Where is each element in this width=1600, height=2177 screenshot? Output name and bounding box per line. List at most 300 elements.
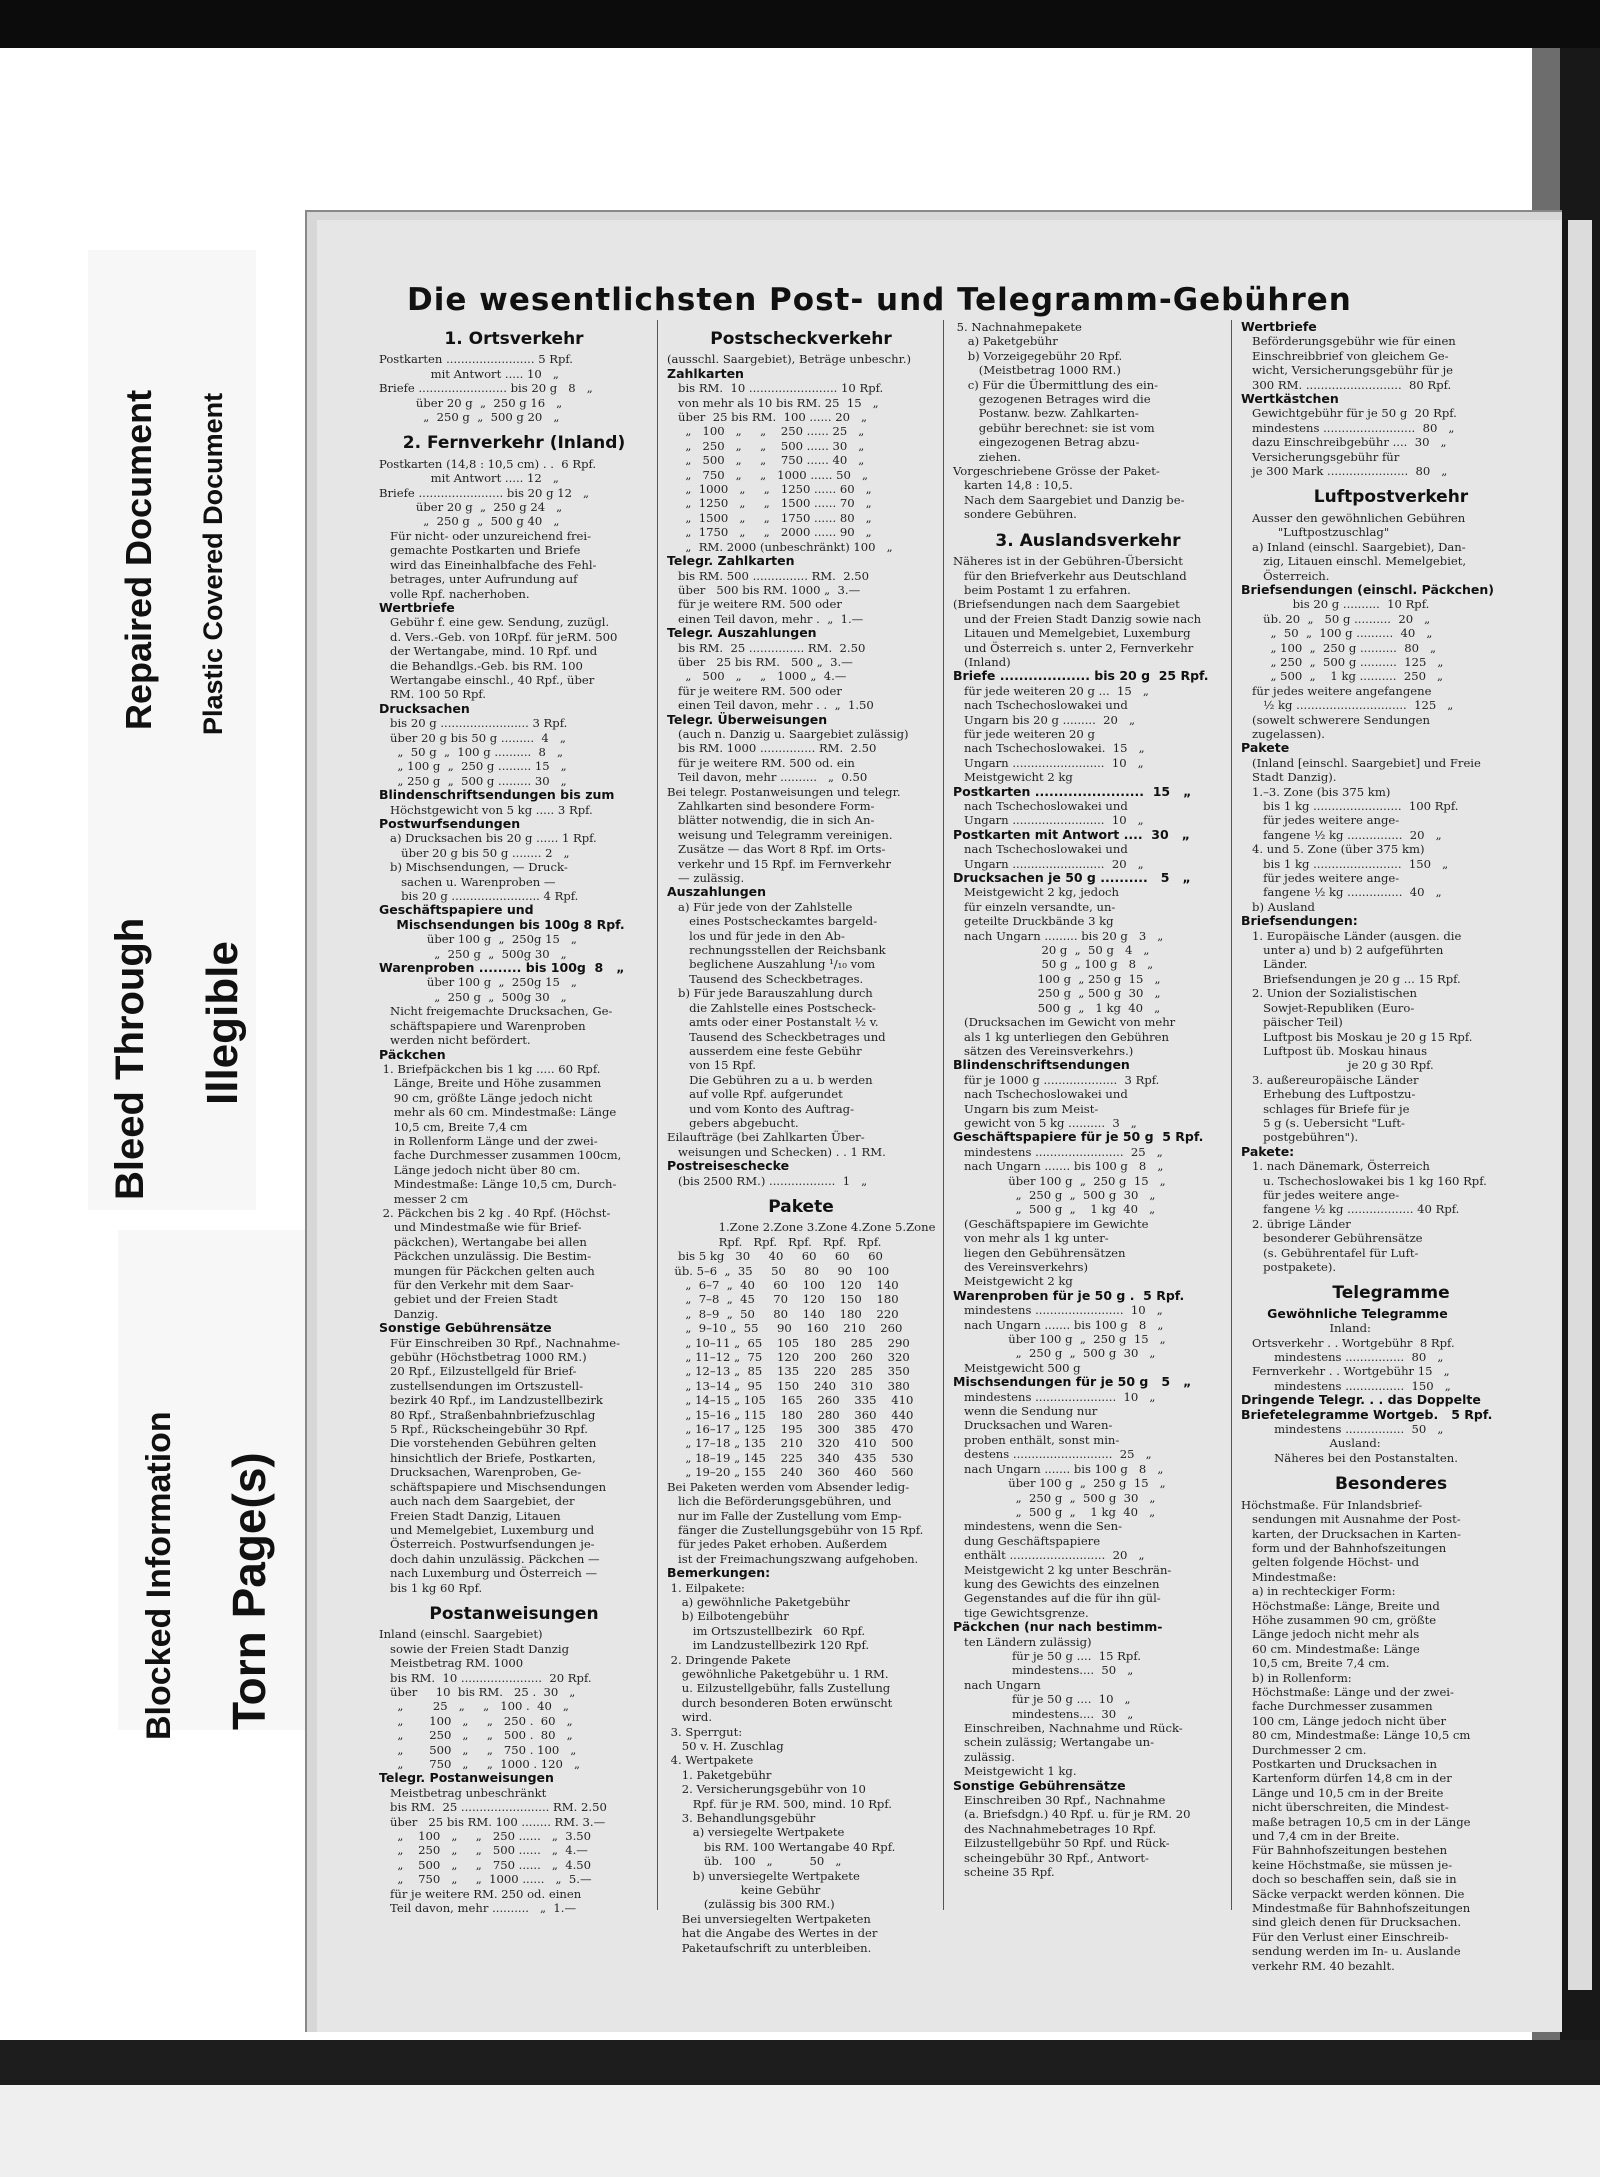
- text-line: 1.Zone 2.Zone 3.Zone 4.Zone 5.Zone: [667, 1220, 936, 1235]
- text-line: Drucksachen und Waren-: [953, 1418, 1113, 1433]
- text-line: „ 8–9 „ 50 80 140 180 220: [667, 1306, 899, 1321]
- text-line: über 20 g bis 50 g ......... 4 „: [379, 730, 566, 745]
- text-line: ½ kg .............................. 125 „: [1241, 698, 1454, 713]
- label-illegible: Illegible: [198, 941, 247, 1105]
- text-line: Meistbetrag unbeschränkt: [379, 1785, 547, 1800]
- text-line: sachen u. Warenproben —: [379, 874, 556, 889]
- text-line: „ 250 g „ 500 g ......... 30 „: [379, 773, 567, 788]
- text-line: 1. nach Dänemark, Österreich: [1241, 1159, 1430, 1174]
- text-line: (a. Briefsdgn.) 40 Rpf. u. für je RM. 20: [953, 1807, 1191, 1822]
- text-line: einen Teil davon, mehr . „ 1.—: [667, 611, 864, 626]
- text-line: „ 250 g „ 500 g 30 „: [953, 1490, 1156, 1505]
- text-line: über 100 g „ 250 g 15 „: [953, 1476, 1166, 1491]
- text-line: Rpf. Rpf. Rpf. Rpf. Rpf.: [667, 1234, 882, 1249]
- text-line: auch nach dem Saargebiet, der: [379, 1494, 575, 1509]
- text-line: „ 500 „ „ 750 ...... 40 „: [667, 453, 865, 468]
- text-line: des Nachnahmebetrages 10 Rpf.: [953, 1821, 1157, 1836]
- text-line: messer 2 cm: [379, 1191, 469, 1206]
- text-line: gebiet und der Freien Stadt: [379, 1292, 558, 1307]
- text-line: „ 250 g „ 500g 30 „: [379, 989, 567, 1004]
- text-line: tige Gewichtsgrenze.: [953, 1605, 1089, 1620]
- text-line: über 20 g „ 250 g 24 „: [379, 500, 563, 515]
- text-line: gemachte Postkarten und Briefe: [379, 543, 581, 558]
- text-line: hat die Angabe des Wertes in der: [667, 1926, 878, 1941]
- text-line: betrages, unter Aufrundung auf: [379, 572, 578, 587]
- text-line: „ 6–7 „ 40 60 100 120 140: [667, 1278, 899, 1292]
- text-line: „ 250 „ 500 g .......... 125 „: [1241, 654, 1444, 669]
- text-line: 10,5 cm, Breite 7,4 cm.: [1241, 1656, 1390, 1671]
- label-torn-pages: Torn Page(s): [223, 1452, 275, 1730]
- right-page-strip: [1568, 220, 1592, 1990]
- text-line: „ 500 „ „ 1000 „ 4.—: [667, 669, 847, 684]
- text-line: wird das Eineinhalbfache des Fehl-: [379, 557, 597, 572]
- text-line: Die Gebühren zu a u. b werden: [667, 1072, 873, 1087]
- text-line: beglichene Auszahlung ¹/₁₀ vom: [667, 957, 876, 972]
- text-line: in Rollenform Länge und der zwei-: [379, 1133, 598, 1148]
- text-line: Postanw. bezw. Zahlkarten-: [953, 406, 1139, 421]
- bottom-black-bar: [0, 2040, 1600, 2085]
- subsection-heading: Bemerkungen:: [667, 1565, 771, 1581]
- text-line: 500 g „ 1 kg 40 „: [953, 1000, 1161, 1015]
- text-line: (Drucksachen im Gewicht von mehr: [953, 1015, 1176, 1030]
- text-line: rechnungsstellen der Reichsbank: [667, 943, 886, 958]
- text-line: Höchstmaße: Länge und der zwei-: [1241, 1684, 1454, 1699]
- text-line: lich die Beförderungsgebühren, und: [667, 1494, 892, 1509]
- text-line: und der Freien Stadt Danzig sowie nach: [953, 611, 1202, 626]
- text-line: 3. außereuropäische Länder: [1241, 1072, 1419, 1087]
- text-line: ten Ländern zulässig): [953, 1634, 1092, 1649]
- column-3: [953, 320, 1223, 1879]
- text-line: volle Rpf. nacherhoben.: [379, 586, 530, 601]
- text-line: Einschreiben 30 Rpf., Nachnahme: [953, 1793, 1166, 1808]
- column-1: [379, 320, 649, 1915]
- text-line: gebers abgebucht.: [667, 1115, 799, 1130]
- text-line: als 1 kg unterliegen den Gebühren: [953, 1029, 1169, 1044]
- text-line: „ 750 „ „ 1000 ...... „ 5.—: [379, 1872, 592, 1887]
- text-line: 60 cm. Mindestmaße: Länge: [1241, 1641, 1420, 1656]
- text-line: a) versiegelte Wertpakete: [667, 1825, 845, 1840]
- label-repaired-document: Repaired Document: [118, 389, 159, 730]
- text-line: Höchstmaße: Länge, Breite und: [1241, 1598, 1440, 1613]
- text-line: fangene ½ kg ............... 20 „: [1241, 827, 1442, 842]
- subsection-heading: Telegr. Überweisungen: [667, 711, 828, 727]
- text-line: nicht überschreiten, die Mindest-: [1241, 1800, 1449, 1815]
- text-line: Päckchen unzulässig. Die Bestim-: [379, 1249, 592, 1264]
- text-line: 80 cm, Mindestmaße: Länge 10,5 cm: [1241, 1728, 1471, 1743]
- text-line: Danzig.: [379, 1306, 439, 1321]
- text-line: Meistgewicht 2 kg: [953, 770, 1073, 785]
- text-line: 5 Rpf., Rückscheingebühr 30 Rpf.: [379, 1422, 588, 1437]
- text-line: „ 19–20 „ 155 240 360 460 560: [667, 1465, 914, 1480]
- text-line: dung Geschäftspapiere: [953, 1533, 1101, 1548]
- text-line: auf volle Rpf. aufgerundet: [667, 1087, 843, 1102]
- text-line: Ortsverkehr . . Wortgebühr 8 Rpf.: [1241, 1335, 1455, 1350]
- text-line: gewöhnliche Paketgebühr u. 1 RM.: [667, 1666, 889, 1681]
- text-line: (Geschäftspapiere im Gewichte: [953, 1216, 1149, 1231]
- text-line: Teil davon, mehr .......... „ 0.50: [667, 770, 868, 785]
- text-line: b) unversiegelte Wertpakete: [667, 1868, 860, 1883]
- text-line: für je weitere RM. 250 od. einen: [379, 1886, 582, 1901]
- text-line: karten 14,8 : 10,5.: [953, 478, 1073, 493]
- text-line: mindestens ................ 150 „: [1241, 1378, 1451, 1393]
- text-line: mindestens ................ 50 „: [1241, 1422, 1444, 1437]
- subsection-heading: Telegr. Postanweisungen: [379, 1770, 554, 1786]
- text-line: bis 20 g .......... 10 Rpf.: [1241, 597, 1430, 612]
- text-line: „ 250 g „ 500 g 40 „: [379, 514, 560, 529]
- text-line: bis RM. 500 ............... RM. 2.50: [667, 568, 870, 583]
- text-line: 2. Dringende Pakete: [667, 1652, 791, 1667]
- text-line: Vorgeschriebene Grösse der Paket-: [953, 464, 1160, 479]
- text-line: Briefsendungen je 20 g ... 15 Rpf.: [1241, 971, 1461, 986]
- text-line: weisungen und Schecken) . . 1 RM.: [667, 1144, 886, 1159]
- text-line: einen Teil davon, mehr . . „ 1.50: [667, 698, 874, 713]
- text-line: 2. Union der Sozialistischen: [1241, 986, 1418, 1001]
- subsection-heading: Gewöhnliche Telegramme: [1241, 1305, 1448, 1321]
- text-line: 2. Päckchen bis 2 kg . 40 Rpf. (Höchst-: [379, 1205, 611, 1220]
- subsection-heading: Mischsendungen für je 50 g 5 „: [953, 1374, 1192, 1390]
- text-line: Ungarn ......................... 10 „: [953, 755, 1144, 770]
- text-line: nach Ungarn ......... bis 20 g 3 „: [953, 928, 1164, 943]
- text-line: sind gleich denen für Drucksachen.: [1241, 1915, 1462, 1930]
- subsection-heading: Pakete:: [1241, 1143, 1295, 1159]
- text-line: Bei telegr. Postanweisungen und telegr.: [667, 784, 901, 799]
- document-title: Die wesentlichsten Post- und Telegramm-Gebühren: [407, 282, 1352, 318]
- text-line: mit Antwort ..... 12 „: [379, 471, 559, 486]
- section-heading: Pakete: [768, 1196, 834, 1217]
- text-line: fänger die Zustellungsgebühr von 15 Rpf.: [667, 1522, 924, 1537]
- text-line: hinsichtlich der Briefe, Postkarten,: [379, 1450, 596, 1465]
- label-blocked-information: Blocked Information: [140, 1411, 178, 1740]
- text-line: Fernverkehr . . Wortgebühr 15 „: [1241, 1364, 1450, 1379]
- text-line: weisung und Telegramm vereinigen.: [667, 827, 893, 842]
- text-line: destens ........................... 25 „: [953, 1447, 1152, 1462]
- subsection-heading: Geschäftspapiere für je 50 g 5 Rpf.: [953, 1129, 1204, 1145]
- text-line: geteilte Druckbände 3 kg: [953, 914, 1114, 929]
- subsection-heading: Pakete: [1241, 740, 1290, 756]
- text-line: Meistgewicht 2 kg: [953, 1274, 1073, 1289]
- subsection-heading: Postkarten ....................... 15 „: [953, 783, 1192, 799]
- text-line: bezirk 40 Rpf., im Landzustellbezirk: [379, 1393, 603, 1408]
- text-line: enthält .......................... 20 „: [953, 1548, 1145, 1563]
- text-line: Briefe ........................ bis 20 g 8 „: [379, 381, 593, 396]
- text-line: c) Für die Übermittlung des ein-: [953, 377, 1159, 392]
- text-line: „ 17–18 „ 135 210 320 410 500: [667, 1436, 914, 1451]
- text-line: wenn die Sendung nur: [953, 1404, 1098, 1419]
- text-line: fangene ½ kg ............... 40 „: [1241, 885, 1442, 900]
- text-line: „ 16–17 „ 125 195 300 385 470: [667, 1422, 914, 1437]
- top-black-bar: [0, 0, 1600, 48]
- text-line: Näheres bei den Postanstalten.: [1241, 1450, 1458, 1465]
- text-line: Inland (einschl. Saargebiet): [379, 1627, 543, 1642]
- text-line: wicht, Versicherungsgebühr für je: [1241, 363, 1454, 378]
- text-line: für den Verkehr mit dem Saar-: [379, 1278, 574, 1292]
- text-line: unter a) und b) 2 aufgeführten: [1241, 943, 1444, 958]
- text-line: und Mindestmaße wie für Brief-: [379, 1220, 582, 1235]
- text-line: „ 100 „ „ 250 . 60 „: [379, 1713, 573, 1728]
- section-heading: Luftpostverkehr: [1313, 487, 1469, 508]
- text-line: Rpf. für je RM. 500, mind. 10 Rpf.: [667, 1796, 892, 1811]
- text-line: nur im Falle der Zustellung vom Emp-: [667, 1508, 902, 1523]
- text-line: üb. 5–6 „ 35 50 80 90 100: [667, 1263, 890, 1278]
- text-line: Gewichtgebühr für je 50 g 20 Rpf.: [1241, 406, 1457, 421]
- text-line: nach Tschechoslowakei und: [953, 698, 1128, 713]
- text-line: b) Vorzeigegebühr 20 Rpf.: [953, 348, 1123, 363]
- text-line: Ungarn ......................... 20 „: [953, 856, 1144, 871]
- label-plastic-covered: Plastic Covered Document: [198, 392, 228, 735]
- text-line: päckchen), Wertangabe bei allen: [379, 1234, 587, 1249]
- text-line: „ 100 „ „ 250 ...... 25 „: [667, 424, 865, 439]
- text-line: postgebühren").: [1241, 1130, 1359, 1145]
- text-line: Litauen und Memelgebiet, Luxemburg: [953, 626, 1191, 641]
- text-line: b) Für jede Barauszahlung durch: [667, 986, 873, 1001]
- text-line: mit Antwort ..... 10 „: [379, 366, 559, 381]
- text-line: a) Paketgebühr: [953, 334, 1058, 349]
- text-line: „ 250 „ „ 500 ...... 30 „: [667, 438, 865, 453]
- section-heading: 2. Fernverkehr (Inland): [402, 433, 626, 454]
- text-line: schlages für Briefe für je: [1241, 1101, 1410, 1116]
- text-line: Österreich.: [1241, 568, 1330, 583]
- text-line: von mehr als 10 bis RM. 25 15 „: [667, 395, 879, 410]
- text-line: für einzeln versandte, un-: [953, 899, 1116, 914]
- text-line: gelten folgende Höchst- und: [1241, 1555, 1420, 1570]
- text-line: nach Tschechoslowakei und: [953, 799, 1128, 813]
- text-line: b) Ausland: [1241, 899, 1315, 914]
- text-line: Wertangabe einschl., 40 Rpf., über: [379, 672, 595, 687]
- text-line: für jedes weitere ange-: [1241, 871, 1400, 886]
- text-line: Paketaufschrift zu unterbleiben.: [667, 1940, 872, 1955]
- text-line: bis 20 g ........................ 3 Rpf.: [379, 716, 568, 731]
- text-line: eines Postscheckamtes bargeld-: [667, 914, 878, 929]
- text-line: a) Inland (einschl. Saargebiet), Dan-: [1241, 539, 1466, 554]
- text-line: RM. 100 50 Rpf.: [379, 687, 486, 702]
- text-line: bis 5 kg 30 40 60 60 60: [667, 1249, 883, 1264]
- text-line: Ungarn bis zum Meist-: [953, 1101, 1099, 1116]
- text-line: maße betragen 10,5 cm in der Länge: [1241, 1814, 1471, 1829]
- text-line: Gebühr f. eine gew. Sendung, zuzügl.: [379, 615, 610, 630]
- text-line: für je 50 g .... 15 Rpf.: [953, 1648, 1141, 1663]
- text-line: (ausschl. Saargebiet), Beträge unbeschr.): [667, 352, 912, 367]
- text-line: für den Briefverkehr aus Deutschland: [953, 568, 1187, 583]
- text-line: Mindestmaße: Länge 10,5 cm, Durch-: [379, 1177, 617, 1192]
- text-line: (bis 2500 RM.) .................. 1 „: [667, 1173, 868, 1188]
- text-line: zig, Litauen einschl. Memelgebiet,: [1241, 554, 1467, 569]
- text-line: über 25 bis RM. 500 „ 3.—: [667, 654, 853, 669]
- text-line: schein zulässig; Wertangabe un-: [953, 1735, 1155, 1750]
- text-line: für je weitere RM. 500 oder: [667, 597, 842, 612]
- subsection-heading: Sonstige Gebührensätze: [953, 1777, 1126, 1793]
- text-line: über 100 g „ 250 g 15 „: [953, 1173, 1166, 1188]
- text-line: „ 100 g „ 250 g ......... 15 „: [379, 759, 567, 774]
- text-line: für jedes Paket erhoben. Außerdem: [667, 1537, 888, 1552]
- text-line: im Ortszustellbezirk 60 Rpf.: [667, 1623, 866, 1638]
- text-line: gezogenen Betrages wird die: [953, 392, 1151, 407]
- text-line: 1. Europäische Länder (ausgen. die: [1241, 928, 1462, 943]
- text-line: „ 12–13 „ 85 135 220 285 350: [667, 1364, 910, 1379]
- text-line: mindestens, wenn die Sen-: [953, 1519, 1123, 1534]
- label-bleed-through: Bleed Through: [108, 917, 152, 1200]
- text-line: zulässig.: [953, 1749, 1015, 1764]
- text-line: besonderer Gebührensätze: [1241, 1231, 1423, 1246]
- subsection-heading: Drucksachen: [379, 700, 470, 716]
- text-line: Meistgewicht 2 kg, jedoch: [953, 885, 1120, 900]
- text-line: bis 1 kg 60 Rpf.: [379, 1580, 483, 1595]
- column-separator: [943, 320, 944, 1910]
- text-line: (Briefsendungen nach dem Saargebiet: [953, 597, 1180, 612]
- text-line: Bei Paketen werden vom Absender ledig-: [667, 1479, 910, 1494]
- text-line: „ 7–8 „ 45 70 120 150 180: [667, 1292, 899, 1307]
- text-line: für je weitere RM. 500 od. ein: [667, 755, 855, 770]
- text-line: je 300 Mark ...................... 80 „: [1241, 464, 1448, 479]
- text-line: Länge jedoch nicht über 80 cm.: [379, 1162, 581, 1177]
- text-line: Länge und 10,5 cm in der Breite: [1241, 1785, 1444, 1800]
- text-line: 4. Wertpakete: [667, 1753, 754, 1768]
- text-line: zugelassen).: [1241, 726, 1325, 741]
- text-line: über 100 g „ 250g 15 „: [379, 932, 577, 947]
- text-line: werden nicht befördert.: [379, 1033, 531, 1048]
- text-line: beim Postamt 1 zu erfahren.: [953, 582, 1131, 597]
- text-line: Nicht freigemachte Drucksachen, Ge-: [379, 1004, 613, 1019]
- text-line: blätter notwendig, die in sich An-: [667, 813, 875, 828]
- text-line: für jede weiteren 20 g ... 15 „: [953, 683, 1149, 698]
- text-line: über 20 g „ 250 g 16 „: [379, 395, 563, 410]
- scanned-page: [305, 210, 1562, 2032]
- text-line: 2. Versicherungsgebühr von 10: [667, 1782, 866, 1797]
- text-line: über 20 g bis 50 g ........ 2 „: [379, 845, 570, 860]
- text-line: 50 v. H. Zuschlag: [667, 1739, 784, 1753]
- section-heading: Postscheckverkehr: [710, 329, 892, 349]
- text-line: b) in Rollenform:: [1241, 1670, 1352, 1685]
- text-line: sondere Gebühren.: [953, 507, 1077, 522]
- subsection-heading: Warenproben für je 50 g . 5 Rpf.: [953, 1287, 1185, 1303]
- text-line: Für Bahnhofszeitungen bestehen: [1241, 1843, 1448, 1858]
- text-line: doch dahin unzulässig. Päckchen —: [379, 1551, 600, 1566]
- text-line: „ 10–11 „ 65 105 180 285 290: [667, 1335, 910, 1350]
- text-line: Meistgewicht 1 kg.: [953, 1764, 1077, 1779]
- column-separator: [1231, 320, 1232, 1910]
- text-line: 4. und 5. Zone (über 375 km): [1241, 842, 1425, 857]
- text-line: Nach dem Saargebiet und Danzig be-: [953, 492, 1185, 507]
- subsection-heading: Päckchen: [379, 1046, 446, 1062]
- text-line: bis RM. 10 ...................... 20 Rpf.: [379, 1670, 592, 1685]
- text-line: fache Durchmesser zusammen 100cm,: [379, 1148, 622, 1163]
- subsection-heading: Wertbriefe: [379, 599, 455, 615]
- text-line: 1. Briefpäckchen bis 1 kg ..... 60 Rpf.: [379, 1061, 601, 1076]
- text-line: „ 18–19 „ 145 225 340 435 530: [667, 1450, 914, 1465]
- text-line: Mindestmaße für Bahnhofszeitungen: [1241, 1901, 1471, 1916]
- text-line: sätzen des Vereinsverkehrs.): [953, 1043, 1134, 1058]
- text-line: Stadt Danzig).: [1241, 770, 1337, 785]
- text-line: „ 250 g „ 500g 30 „: [379, 946, 567, 961]
- text-line: „ 50 „ 100 g .......... 40 „: [1241, 626, 1433, 641]
- text-line: 20 g „ 50 g 4 „: [953, 943, 1150, 958]
- text-line: Luftpost bis Moskau je 20 g 15 Rpf.: [1241, 1029, 1473, 1044]
- text-line: „ 250 g „ 500 g 30 „: [953, 1346, 1156, 1361]
- text-line: — zulässig.: [667, 871, 745, 886]
- text-line: über 100 g „ 250 g 15 „: [953, 1332, 1166, 1347]
- text-line: nach Ungarn: [953, 1677, 1041, 1692]
- text-line: gebühr (Höchstbetrag 1000 RM.): [379, 1350, 587, 1365]
- subsection-heading: Briefsendungen:: [1241, 913, 1358, 929]
- text-line: Mindestmaße:: [1241, 1569, 1337, 1584]
- text-line: (zulässig bis 300 RM.): [667, 1897, 835, 1912]
- text-line: Postkarten und Drucksachen in: [1241, 1757, 1438, 1771]
- text-line: (sowelt schwerere Sendungen: [1241, 712, 1430, 727]
- text-line: „ 11–12 „ 75 120 200 260 320: [667, 1350, 910, 1365]
- text-line: und Österreich s. unter 2, Fernverkehr: [953, 640, 1194, 655]
- text-line: wird.: [667, 1710, 713, 1725]
- text-line: „ 1250 „ „ 1500 ...... 70 „: [667, 496, 872, 511]
- text-line: 90 cm, größte Länge jedoch nicht: [379, 1090, 593, 1105]
- text-line: „ 250 g „ 500 g 20 „: [379, 410, 560, 425]
- subsection-heading: Auszahlungen: [667, 884, 767, 900]
- text-line: Einschreiben, Nachnahme und Rück-: [953, 1721, 1183, 1735]
- subsection-heading: Päckchen (nur nach bestimm-: [953, 1619, 1163, 1635]
- text-line: 250 g „ 500 g 30 „: [953, 986, 1161, 1001]
- text-line: form und der Bahnhofszeitungen: [1241, 1540, 1447, 1555]
- text-line: a) Drucksachen bis 20 g ...... 1 Rpf.: [379, 831, 597, 846]
- text-line: päischer Teil): [1241, 1015, 1343, 1030]
- text-line: (auch n. Danzig u. Saargebiet zulässig): [667, 726, 909, 741]
- text-line: ausserdem eine feste Gebühr: [667, 1043, 862, 1058]
- text-line: a) in rechteckiger Form:: [1241, 1584, 1396, 1599]
- text-line: Höchstgewicht von 5 kg ..... 3 Rpf.: [379, 802, 593, 817]
- text-line: fangene ½ kg .................. 40 Rpf.: [1241, 1202, 1460, 1217]
- text-line: Versicherungsgebühr für: [1241, 449, 1400, 464]
- text-line: mindestens ...................... 10 „: [953, 1389, 1156, 1404]
- text-line: die Zahlstelle eines Postscheck-: [667, 1000, 876, 1015]
- text-line: „ 750 „ „ 1000 ...... 50 „: [667, 467, 868, 482]
- text-line: und vom Konto des Auftrag-: [667, 1101, 854, 1116]
- text-line: scheingebühr 30 Rpf., Antwort-: [953, 1850, 1149, 1865]
- text-line: Für nicht- oder unzureichend frei-: [379, 528, 592, 543]
- subsection-heading: Dringende Telegr. . . das Doppelte: [1241, 1392, 1481, 1408]
- section-heading: 3. Auslandsverkehr: [995, 530, 1181, 551]
- text-line: keine Gebühr: [667, 1883, 821, 1898]
- subsection-heading: Briefe ................... bis 20 g 25 Rpf.: [953, 668, 1209, 684]
- subsection-heading: Telegr. Zahlkarten: [667, 553, 795, 569]
- text-line: b) Mischsendungen, — Druck-: [379, 860, 568, 875]
- text-line: Briefe ....................... bis 20 g 12 „: [379, 485, 590, 500]
- text-line: doch so beschaffen sein, daß sie in: [1241, 1872, 1457, 1887]
- text-line: mungen für Päckchen gelten auch: [379, 1263, 595, 1278]
- text-line: „ 13–14 „ 95 150 240 310 380: [667, 1378, 910, 1393]
- page-inner: [317, 220, 1562, 2032]
- text-line: im Landzustellbezirk 120 Rpf.: [667, 1638, 870, 1653]
- text-line: nach Luxemburg und Österreich —: [379, 1566, 598, 1581]
- text-line: von mehr als 1 kg unter-: [953, 1231, 1109, 1246]
- text-line: nach Tschechoslowakei. 15 „: [953, 741, 1145, 756]
- text-line: nach Tschechoslowakei und: [953, 842, 1128, 857]
- text-line: Beförderungsgebühr wie für einen: [1241, 334, 1456, 349]
- text-line: Eilaufträge (bei Zahlkarten Über-: [667, 1130, 865, 1145]
- text-line: Höhe zusammen 90 cm, größte: [1241, 1612, 1437, 1627]
- text-line: „ 1000 „ „ 1250 ...... 60 „: [667, 482, 872, 497]
- text-line: 1. Paketgebühr: [667, 1767, 772, 1782]
- text-line: Inland:: [1241, 1321, 1371, 1336]
- text-line: Gegenstandes auf die für ihn gül-: [953, 1591, 1161, 1606]
- column-4: [1241, 320, 1541, 1973]
- text-line: Postkarten ........................ 5 Rpf.: [379, 352, 573, 367]
- text-line: Für den Verlust einer Einschreib-: [1241, 1929, 1449, 1944]
- text-line: „ 500 „ „ 750 . 100 „: [379, 1742, 577, 1757]
- text-line: bis RM. 10 ........................ 10 Rpf.: [667, 381, 884, 396]
- text-line: u. Eilzustellgebühr, falls Zustellung: [667, 1681, 891, 1696]
- text-line: über 100 g „ 250g 15 „: [379, 975, 577, 990]
- text-line: proben enthält, sonst min-: [953, 1432, 1120, 1447]
- text-line: nach Tschechoslowakei und: [953, 1087, 1128, 1102]
- text-line: 50 g „ 100 g 8 „: [953, 957, 1154, 972]
- text-line: liegen den Gebührensätzen: [953, 1245, 1126, 1260]
